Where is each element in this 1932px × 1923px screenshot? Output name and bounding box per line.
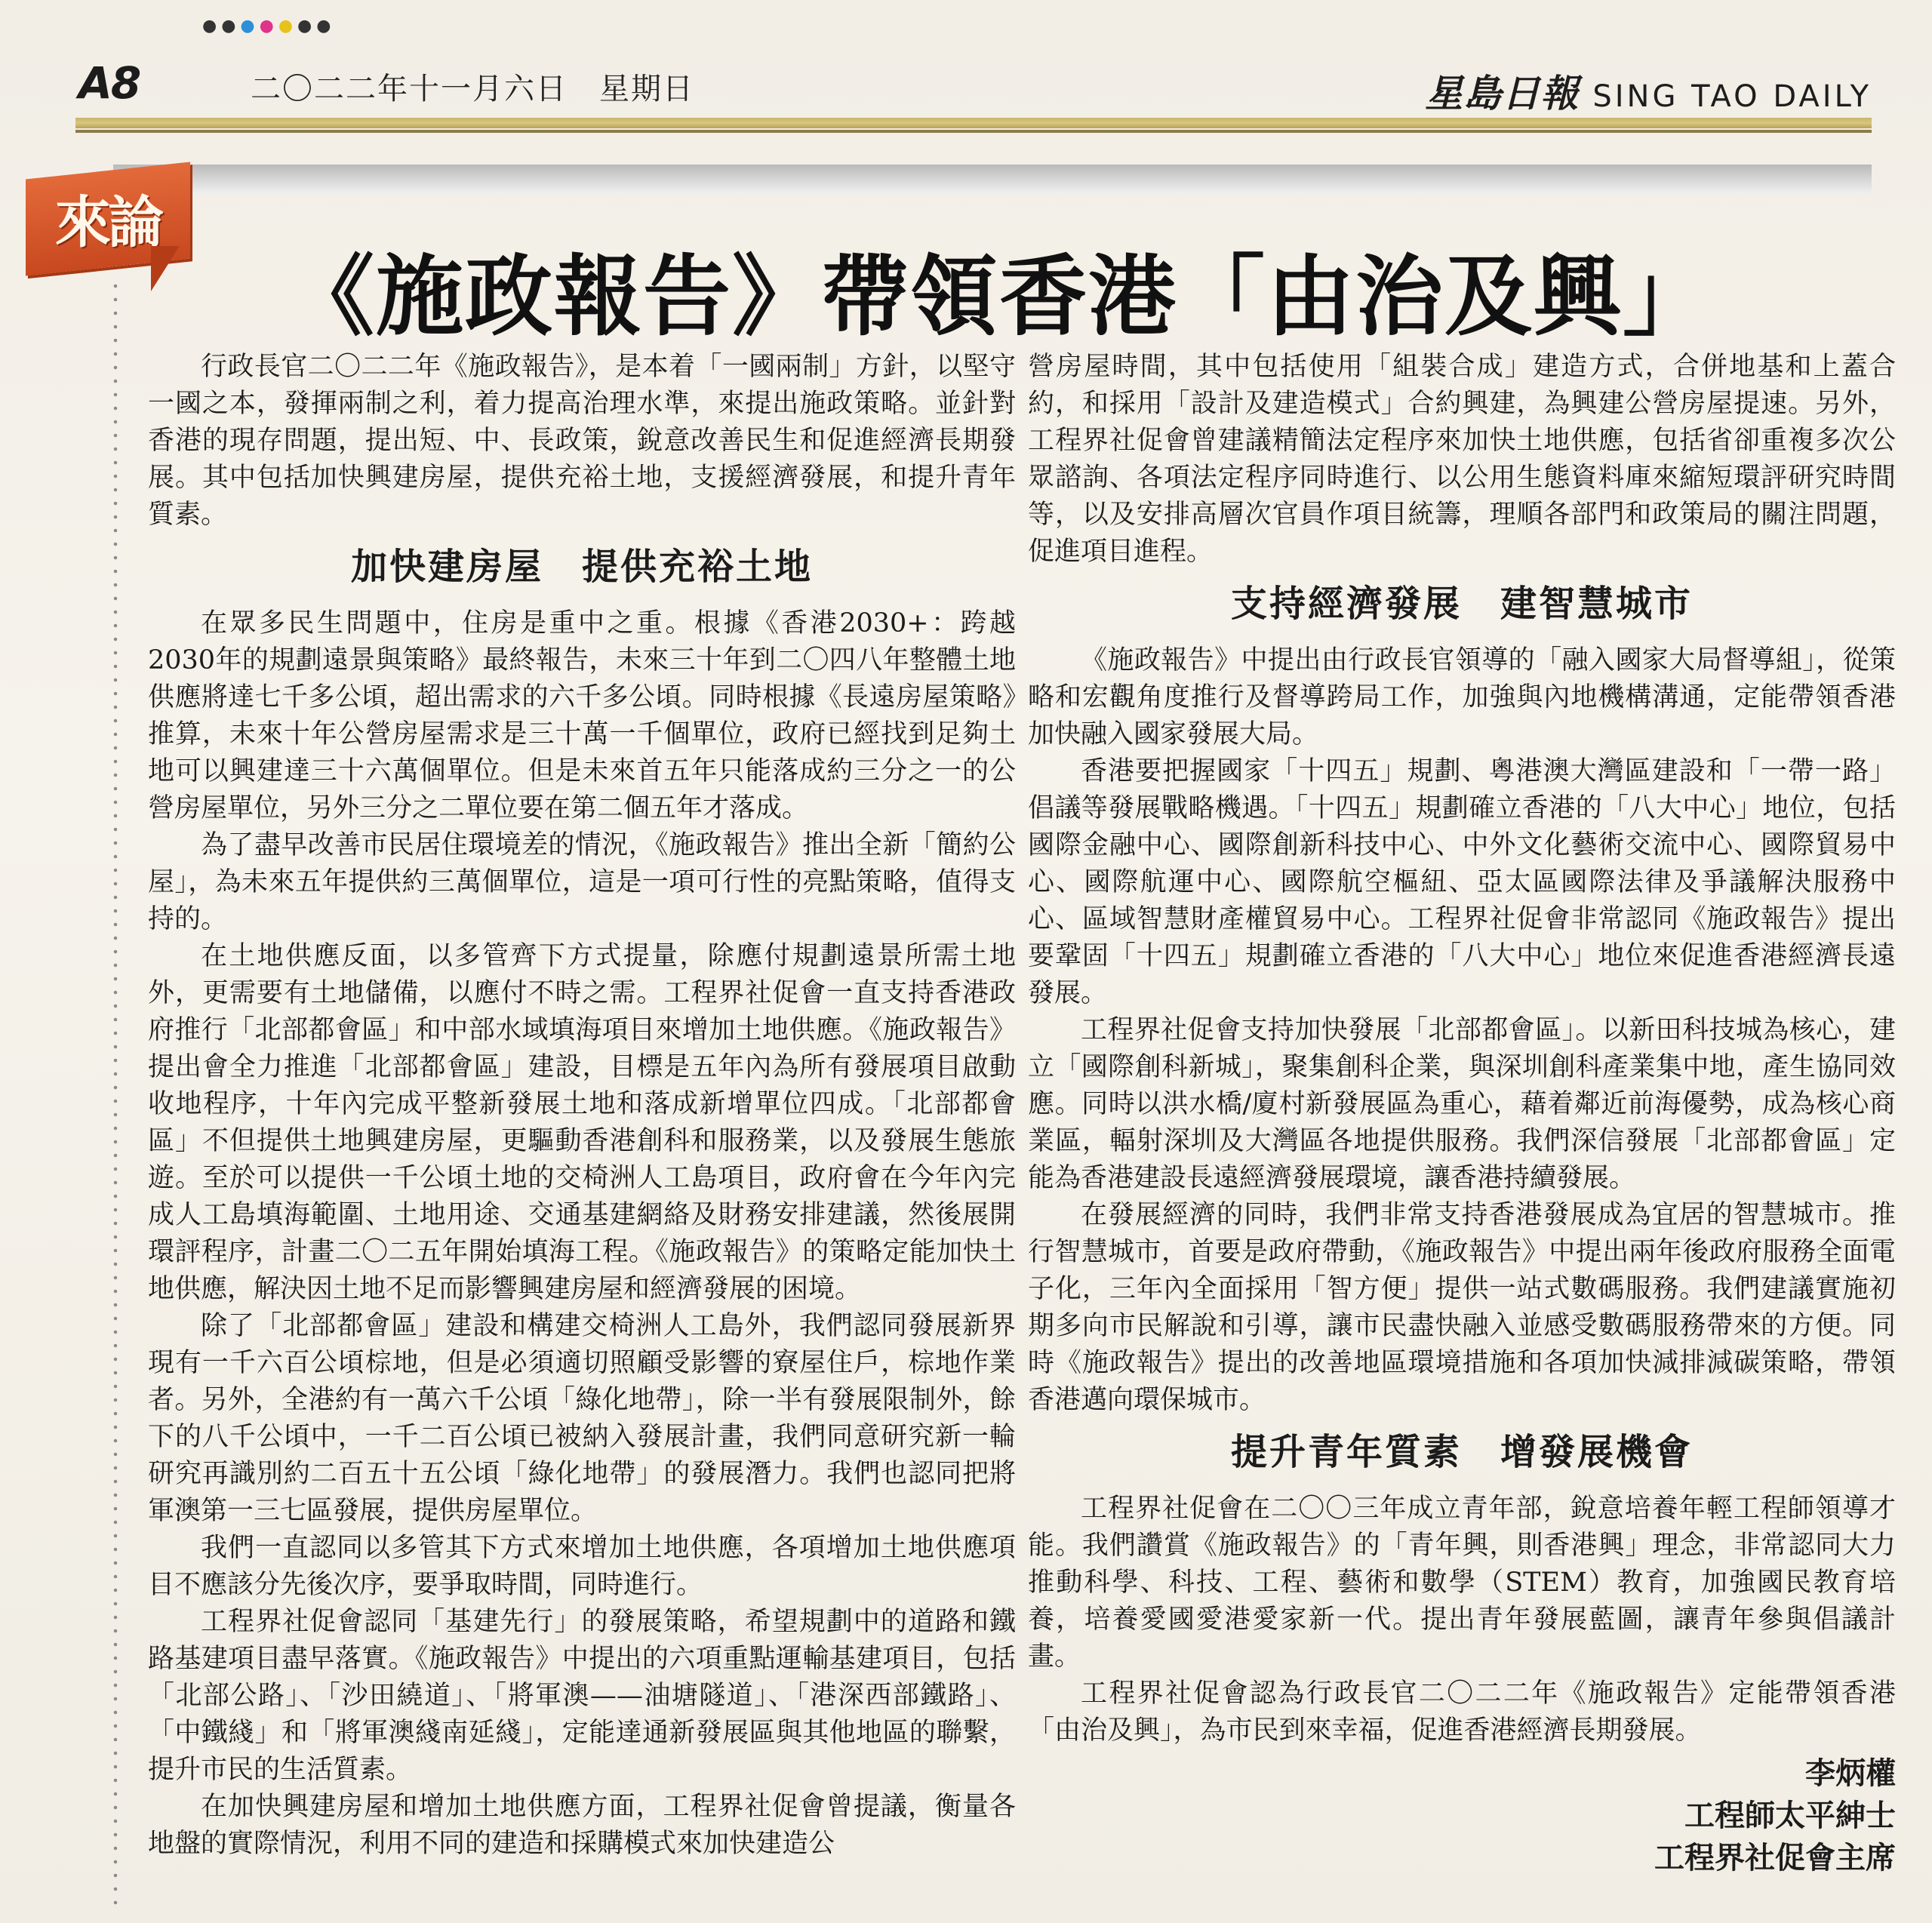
paragraph: 工程界社促會支持加快發展「北部都會區」。以新田科技城為核心，建立「國際創科新城」，聚集創科企業，與深圳創科產業集中地，產生協同效應。同時以洪水橋/廈村新發展區為重心，藉着鄰近前海優勢，成為核心商業區，輻射深圳及大灣區各地提供服務。我們深信發展「北部都會區」定能為香港建設長遠經濟發展環境，讓香港持續發展。: [1028, 1015, 1896, 1193]
subhead-housing: 加快建房屋 提供充裕土地: [350, 546, 813, 588]
paragraph: 工程界社促會在二〇〇三年成立青年部，銳意培養年輕工程師領導才能。我們讚賞《施政報告》的「青年興，則香港興」理念，非常認同大力推動科學、科技、工程、藝術和數學（STEM）教育，加強國民教育培養，培養愛國愛港愛家新一代。提出青年發展藍圖，讓青年參與倡議計畫。: [1028, 1494, 1896, 1672]
masthead-english: SING TAO DAILY: [1592, 79, 1872, 114]
continued-paragraph: 營房屋時間，其中包括使用「組裝合成」建造方式，合併地基和上蓋合約，和採用「設計及建造模式」合約興建，為興建公營房屋提速。另外，工程界社促會曾建議精簡法定程序來加快土地供應，包括省卻重複多次公眾諮詢、各項法定程序同時進行、以公用生態資料庫來縮短環評研究時間等，以及安排高層次官員作項目統籌，理順各部門和政策局的關注問題，促進項目進程。: [1028, 352, 1896, 567]
article-column-right: [1028, 349, 1896, 1879]
column-tag-tail: [151, 246, 180, 291]
page-header: [75, 53, 1872, 113]
masthead-chinese: 星島日報: [1425, 72, 1580, 115]
intro-paragraph: 行政長官二〇二二年《施政報告》，是本着「一國兩制」方針，以堅守一國之本，發揮兩制之利，着力提高治理水準，來提出施政策略。並針對香港的現存問題，提出短、中、長政策，銳意改善民生和促進經濟長期發展。其中包括加快興建房屋，提供充裕土地，支援經濟發展，和提升青年質素。: [148, 352, 1016, 530]
paragraph: 為了盡早改善市民居住環境差的情況，《施政報告》推出全新「簡約公屋」，為未來五年提供約三萬個單位，這是一項可行性的亮點策略，值得支持的。: [148, 830, 1016, 934]
author-name: 李炳權: [1805, 1756, 1896, 1791]
header-rule-thin: [75, 130, 1872, 133]
paragraph: 工程界社促會認同「基建先行」的發展策略，希望規劃中的道路和鐵路基建項目盡早落實。《施政報告》中提出的六項重點運輸基建項目，包括「北部公路」、「沙田繞道」、「將軍澳——油塘隧道」、「港深西部鐵路」、「中鐵綫」和「將軍澳綫南延綫」，定能達通新發展區與其他地區的聯繫，提升市民的生活質素。: [148, 1607, 1016, 1785]
author-affiliation: 工程界社促會主席: [1654, 1841, 1896, 1875]
registration-marks: ●●●●●●●: [202, 17, 336, 35]
paragraph: 除了「北部都會區」建設和構建交椅洲人工島外，我們認同發展新界現有一千六百公頃棕地，但是必須適切照顧受影響的寮屋住戶，棕地作業者。另外，全港約有一萬六千公頃「綠化地帶」，除一半有發展限制外，餘下的八千公頃中，一千二百公頃已被納入發展計畫，我們同意研究新一輪研究再識別約二百五十五公頃「綠化地帶」的發展潛力。我們也認同把將軍澳第一三七區發展，提供房屋單位。: [148, 1311, 1016, 1526]
masthead: [1425, 63, 1872, 118]
article-column-left: [148, 349, 1016, 1863]
paragraph: 在加快興建房屋和增加土地供應方面，工程界社促會曾提議，衡量各地盤的實際情況，利用不同的建造和採購模式來加快建造公: [148, 1792, 1016, 1859]
article-headline: 《施政報告》帶領香港「由治及興」: [287, 245, 1712, 348]
subhead-economy: 支持經濟發展 建智慧城市: [1230, 583, 1693, 625]
issue-date: 二〇二二年十一月六日 星期日: [251, 72, 694, 106]
author-title: 工程師太平紳士: [1684, 1798, 1896, 1833]
author-signature: [1028, 1752, 1896, 1879]
paragraph: 《施政報告》中提出由行政長官領導的「融入國家大局督導組」，從策略和宏觀角度推行及督導跨局工作，加強與內地機構溝通，定能帶領香港加快融入國家發展大局。: [1028, 645, 1896, 749]
section-band: [113, 165, 1872, 193]
paragraph: 在眾多民生問題中，住房是重中之重。根據《香港2030+：跨越2030年的規劃遠景與策略》最終報告，未來三十年到二〇四八年整體土地供應將達七千多公頃，超出需求的六千多公頃。同時根據《長遠房屋策略》推算，未來十年公營房屋需求是三十萬一千個單位，政府已經找到足夠土地可以興建達三十六萬個單位。但是未來首五年只能落成約三分之一的公營房屋單位，另外三分之二單位要在第二個五年才落成。: [148, 608, 1016, 823]
page-number: A8: [78, 57, 140, 109]
paragraph: 工程界社促會認為行政長官二〇二二年《施政報告》定能帶領香港「由治及興」，為市民到來幸福，促進香港經濟長期發展。: [1028, 1678, 1896, 1746]
paragraph: 在土地供應反面，以多管齊下方式提量，除應付規劃遠景所需土地外，更需要有土地儲備，以應付不時之需。工程界社促會一直支持香港政府推行「北部都會區」和中部水域填海項目來增加土地供應。《施政報告》提出會全力推進「北部都會區」建設，目標是五年內為所有發展項目啟動收地程序，十年內完成平整新發展土地和落成新增單位四成。「北部都會區」不但提供土地興建房屋，更驅動香港創科和服務業，以及發展生態旅遊。至於可以提供一千公頃土地的交椅洲人工島項目，政府會在今年內完成人工島填海範圍、土地用途、交通基建網絡及財務安排建議，然後展開環評程序，計畫二〇二五年開始填海工程。《施政報告》的策略定能加快土地供應，解決因土地不足而影響興建房屋和經濟發展的困境。: [148, 941, 1016, 1304]
subhead-youth: 提升青年質素 增發展機會: [1230, 1431, 1693, 1473]
perforation-edge: [113, 279, 118, 1909]
header-rule: [75, 118, 1872, 128]
column-tag-label: 來論: [55, 190, 161, 255]
paragraph: 我們一直認同以多管其下方式來增加土地供應，各項增加土地供應項目不應該分先後次序，要爭取時間，同時進行。: [148, 1533, 1016, 1600]
paragraph: 香港要把握國家「十四五」規劃、粵港澳大灣區建設和「一帶一路」倡議等發展戰略機遇。「十四五」規劃確立香港的「八大中心」地位，包括國際金融中心、國際創新科技中心、中外文化藝術交流中心、國際貿易中心、國際航運中心、國際航空樞紐、亞太區國際法律及爭議解決服務中心、區域智慧財產權貿易中心。工程界社促會非常認同《施政報告》提出要鞏固「十四五」規劃確立香港的「八大中心」地位來促進香港經濟長遠發展。: [1028, 756, 1896, 1008]
paragraph: 在發展經濟的同時，我們非常支持香港發展成為宜居的智慧城市。推行智慧城市，首要是政府帶動，《施政報告》中提出兩年後政府服務全面電子化，三年內全面採用「智方便」提供一站式數碼服務。我們建議實施初期多向市民解說和引導，讓市民盡快融入並感受數碼服務帶來的方便。同時《施政報告》提出的改善地區環境措施和各項加快減排減碳策略，帶領香港邁向環保城市。: [1028, 1200, 1896, 1415]
